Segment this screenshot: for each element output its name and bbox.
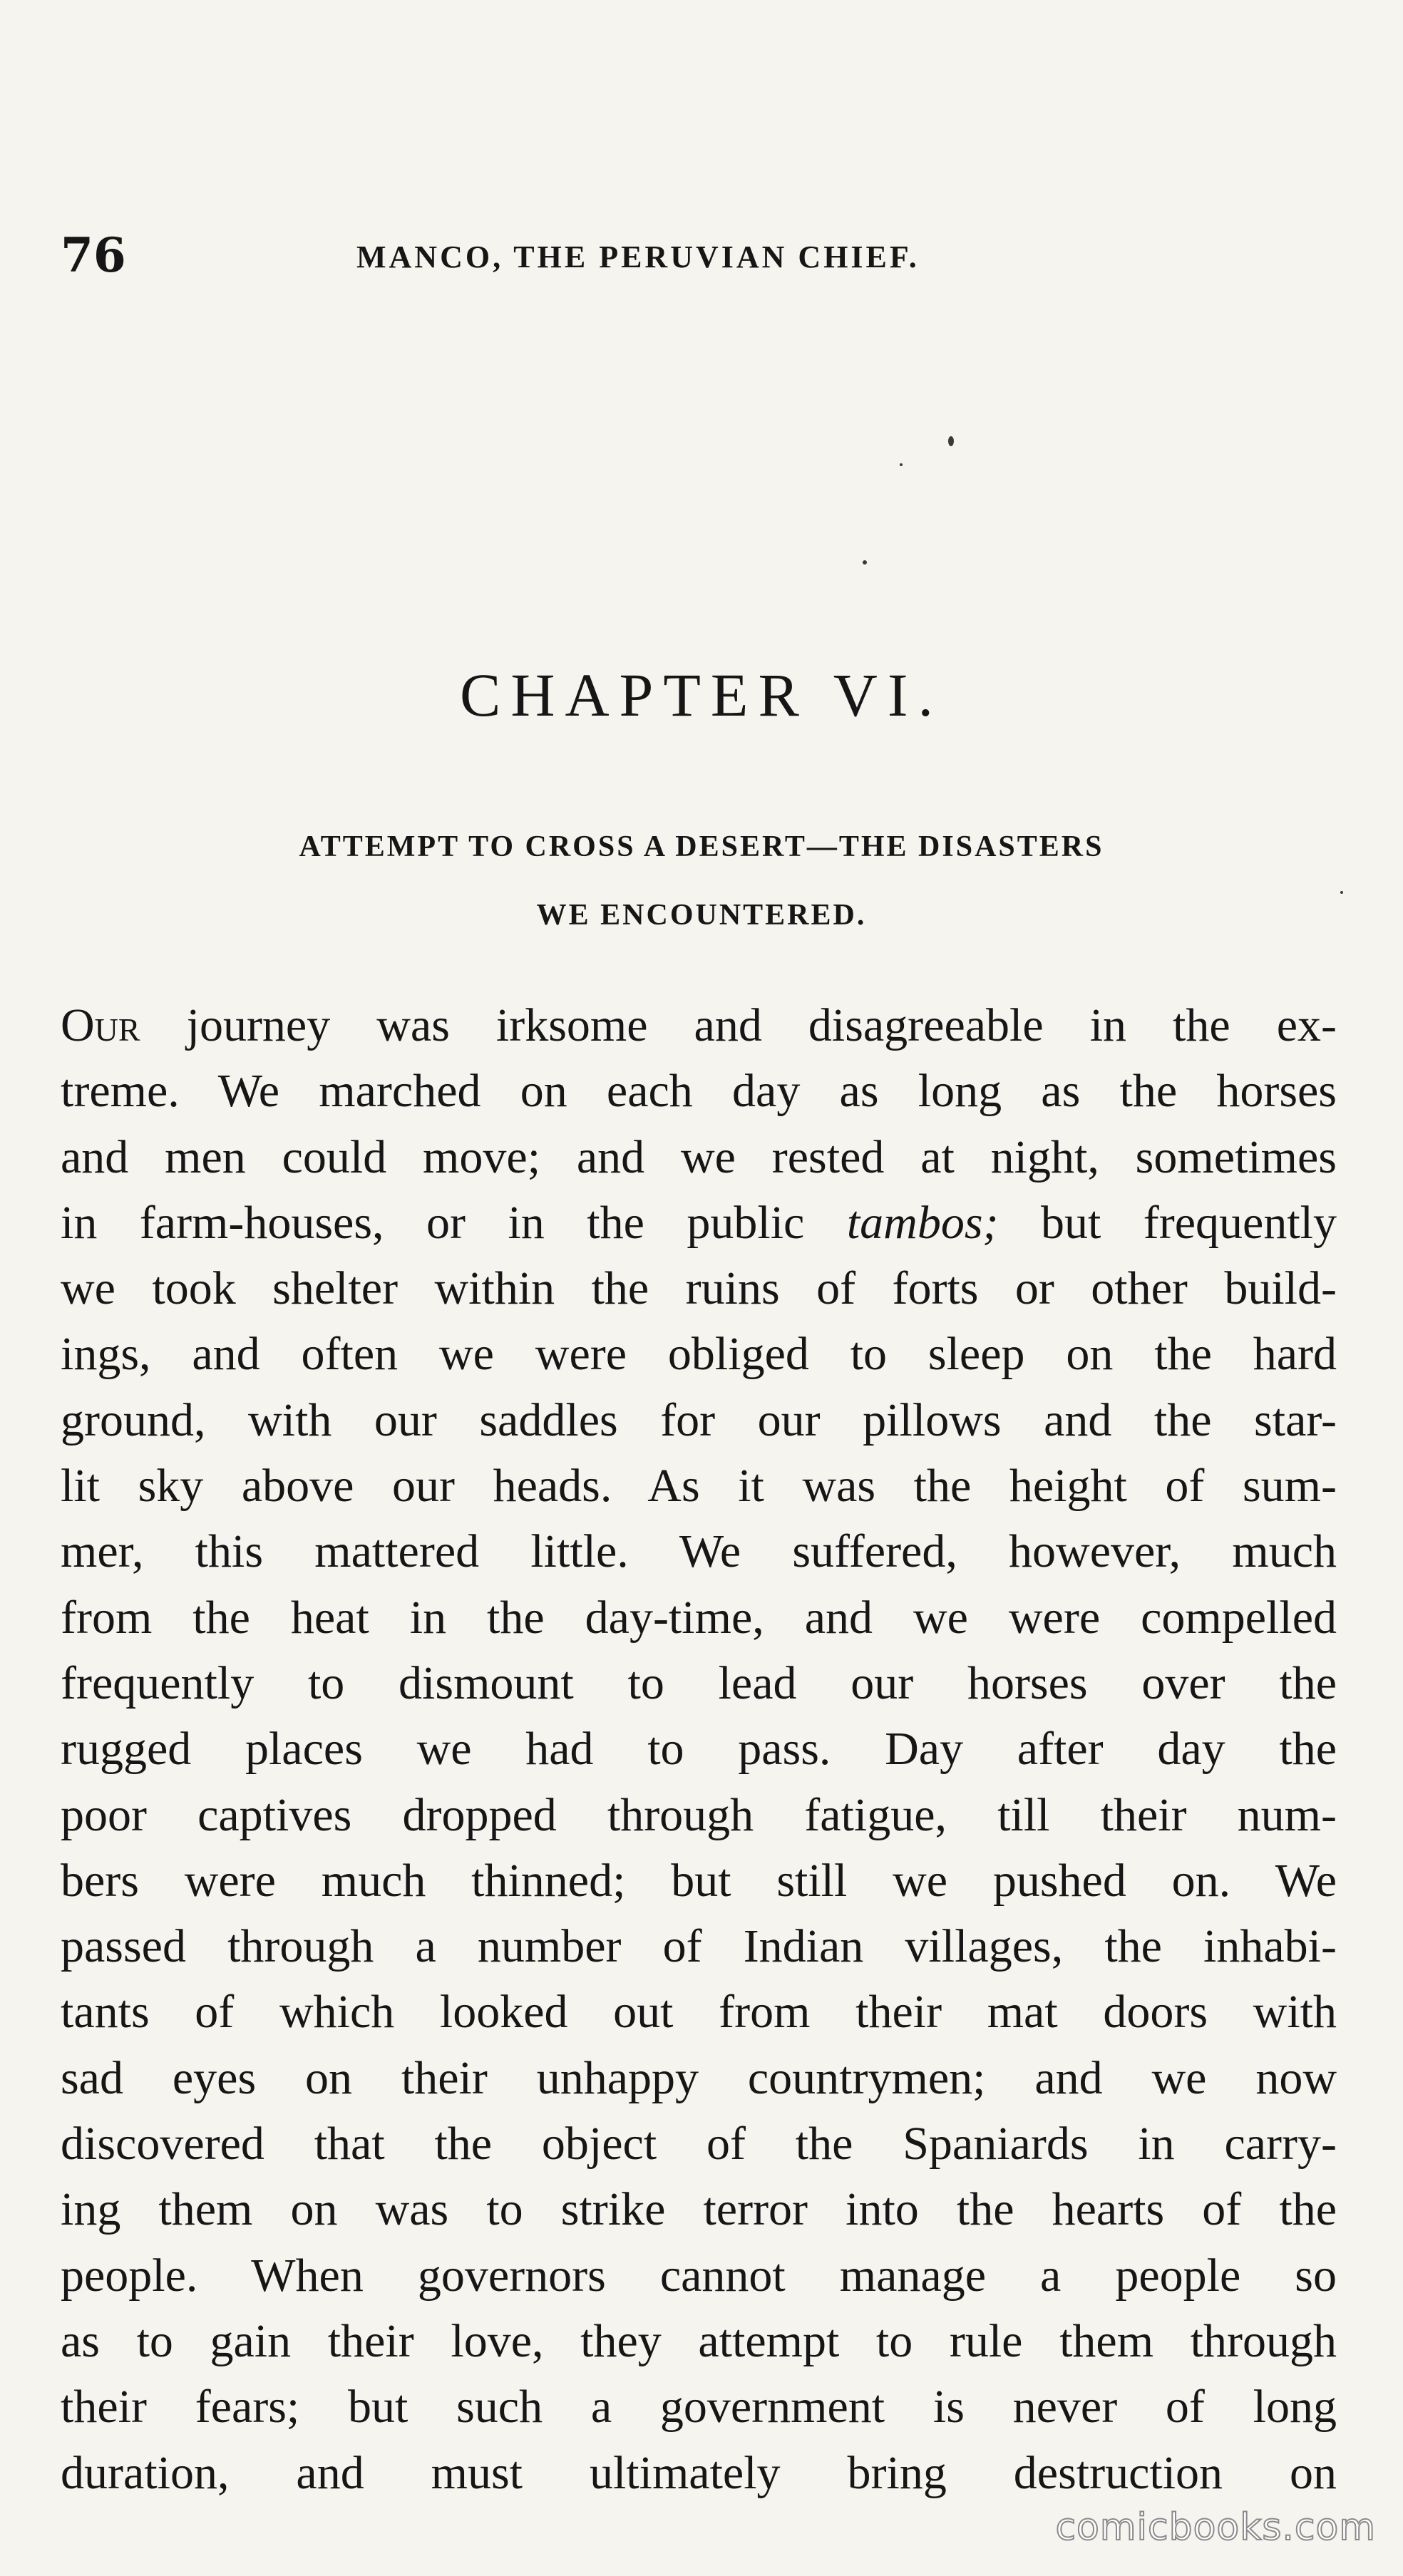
body-line: sad eyes on their unhappy countrymen; and we now xyxy=(61,2051,1337,2104)
chapter-subtitle-line: ATTEMPT TO CROSS A DESERT—THE DISASTERS xyxy=(299,830,1104,863)
chapter-subtitle-line: WE ENCOUNTERED. xyxy=(536,899,867,932)
body-line: mer, this mattered little. We suffered, however, much xyxy=(61,1525,1337,1578)
print-speck xyxy=(900,463,903,466)
body-line: treme. We marched on each day as long as the horses xyxy=(61,1065,1337,1118)
body-line xyxy=(61,1190,1337,1256)
body-line: and men could move; and we rested at night, sometimes xyxy=(61,1130,1337,1183)
watermark: comicbooks.com xyxy=(1055,2506,1376,2549)
body-line-text: journey was irksome and disagreeable in the ex- xyxy=(140,999,1337,1051)
body-line-text: in farm-houses, or in the public xyxy=(61,1196,847,1249)
chapter-subtitle xyxy=(0,813,1403,949)
body-line: ground, with our saddles for our pillows and the star- xyxy=(61,1393,1337,1446)
body-line: from the heat in the day-time, and we were compelled xyxy=(61,1591,1337,1644)
print-speck xyxy=(948,436,954,446)
body-line-text: but frequently xyxy=(998,1196,1337,1249)
body-text xyxy=(61,993,1337,2506)
body-line: their fears; but such a government is never of long xyxy=(61,2381,1337,2433)
chapter-title: CHAPTER VI. xyxy=(459,661,944,729)
page-number: 76 xyxy=(61,227,126,283)
body-line: ings, and often we were obliged to sleep on the hard xyxy=(61,1328,1337,1381)
print-speck xyxy=(863,560,867,565)
body-line: people. When governors cannot manage a people so xyxy=(61,2249,1337,2302)
running-title: MANCO, THE PERUVIAN CHIEF. xyxy=(356,239,920,274)
body-line: lit sky above our heads. As it was the height of sum- xyxy=(61,1460,1337,1513)
body-line: duration, and must ultimately bring destruction on xyxy=(61,2446,1337,2499)
body-line: discovered that the object of the Spaniards in carry- xyxy=(61,2118,1337,2170)
body-line: passed through a number of Indian villages, the inhabi- xyxy=(61,1920,1337,1973)
body-line: ing them on was to strike terror into the hearts of the xyxy=(61,2183,1337,2236)
body-line: bers were much thinned; but still we pushed on. We xyxy=(61,1854,1337,1907)
italic-term: tambos; xyxy=(846,1196,999,1249)
body-line: we took shelter within the ruins of forts or other build- xyxy=(61,1262,1337,1315)
running-head xyxy=(61,227,1337,284)
body-line xyxy=(61,993,1337,1058)
body-line: poor captives dropped through fatigue, till their num- xyxy=(61,1788,1337,1841)
body-line: frequently to dismount to lead our horses over the xyxy=(61,1657,1337,1709)
opening-small-caps: Our xyxy=(61,999,140,1051)
body-line: as to gain their love, they attempt to rule them through xyxy=(61,2314,1337,2367)
body-line: rugged places we had to pass. Day after day the xyxy=(61,1723,1337,1776)
body-line: tants of which looked out from their mat doors with xyxy=(61,1986,1337,2039)
